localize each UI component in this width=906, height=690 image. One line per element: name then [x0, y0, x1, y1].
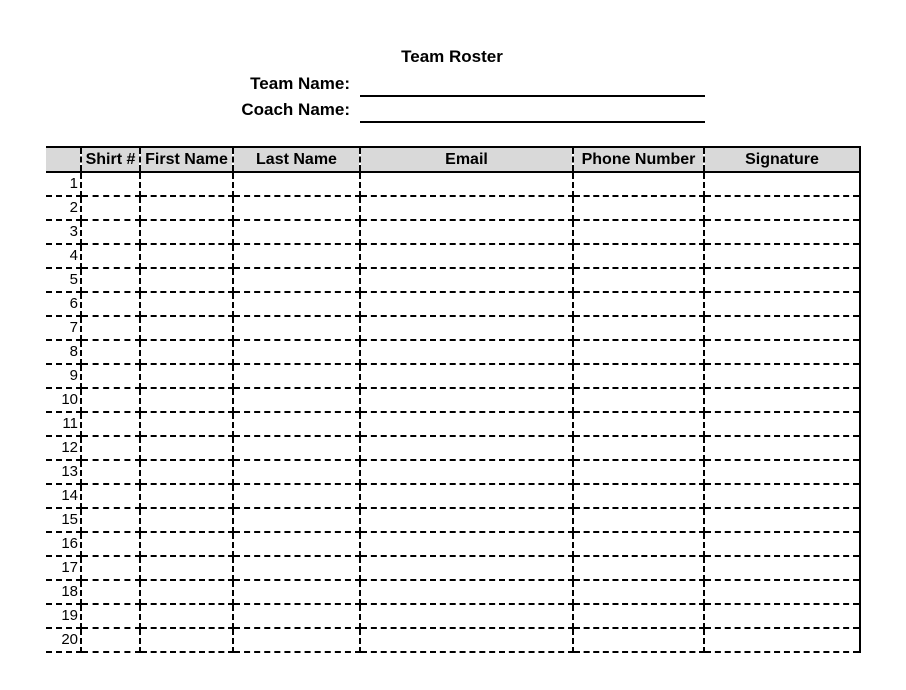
- shirt-number-cell[interactable]: [81, 628, 140, 652]
- email-cell[interactable]: [360, 436, 573, 460]
- shirt-number-cell[interactable]: [81, 340, 140, 364]
- phone-number-cell[interactable]: [573, 412, 704, 436]
- first-name-cell[interactable]: [140, 508, 233, 532]
- shirt-number-cell[interactable]: [81, 268, 140, 292]
- row-number: 15: [46, 508, 81, 532]
- email-cell[interactable]: [360, 604, 573, 628]
- phone-number-cell[interactable]: [573, 532, 704, 556]
- shirt-number-cell[interactable]: [81, 364, 140, 388]
- email-cell[interactable]: [360, 268, 573, 292]
- table-row: [46, 268, 860, 292]
- signature-cell[interactable]: [704, 268, 860, 292]
- last-name-cell[interactable]: [233, 628, 360, 652]
- shirt-number-cell[interactable]: [81, 196, 140, 220]
- first-name-cell[interactable]: [140, 412, 233, 436]
- signature-cell[interactable]: [704, 388, 860, 412]
- row-number: 19: [46, 604, 81, 628]
- last-name-cell[interactable]: [233, 172, 360, 196]
- shirt-number-cell[interactable]: [81, 220, 140, 244]
- email-cell[interactable]: [360, 508, 573, 532]
- table-row: [46, 196, 860, 220]
- last-name-cell[interactable]: [233, 460, 360, 484]
- table-row: [46, 364, 860, 388]
- first-name-cell[interactable]: [140, 580, 233, 604]
- last-name-cell[interactable]: [233, 484, 360, 508]
- coach-name-field[interactable]: [360, 121, 705, 123]
- shirt-number-cell[interactable]: [81, 580, 140, 604]
- table-row: [46, 556, 860, 580]
- email-cell[interactable]: [360, 532, 573, 556]
- email-cell[interactable]: [360, 484, 573, 508]
- signature-cell[interactable]: [704, 484, 860, 508]
- phone-number-cell[interactable]: [573, 628, 704, 652]
- row-number: 3: [46, 220, 81, 244]
- phone-number-cell[interactable]: [573, 580, 704, 604]
- row-number: 11: [46, 412, 81, 436]
- shirt-number-cell[interactable]: [81, 388, 140, 412]
- header-email: Email: [360, 147, 573, 172]
- first-name-cell[interactable]: [140, 532, 233, 556]
- signature-cell[interactable]: [704, 436, 860, 460]
- email-cell[interactable]: [360, 220, 573, 244]
- row-number: 7: [46, 316, 81, 340]
- phone-number-cell[interactable]: [573, 268, 704, 292]
- last-name-cell[interactable]: [233, 196, 360, 220]
- phone-number-cell[interactable]: [573, 292, 704, 316]
- signature-cell[interactable]: [704, 580, 860, 604]
- row-number: 8: [46, 340, 81, 364]
- last-name-cell[interactable]: [233, 292, 360, 316]
- shirt-number-cell[interactable]: [81, 436, 140, 460]
- first-name-cell[interactable]: [140, 628, 233, 652]
- shirt-number-cell[interactable]: [81, 604, 140, 628]
- phone-number-cell[interactable]: [573, 316, 704, 340]
- table-row: [46, 484, 860, 508]
- shirt-number-cell[interactable]: [81, 532, 140, 556]
- email-cell[interactable]: [360, 292, 573, 316]
- signature-cell[interactable]: [704, 556, 860, 580]
- table-row: [46, 172, 860, 196]
- shirt-number-cell[interactable]: [81, 412, 140, 436]
- phone-number-cell[interactable]: [573, 196, 704, 220]
- table-row: [46, 412, 860, 436]
- team-name-field[interactable]: [360, 95, 705, 97]
- email-cell[interactable]: [360, 556, 573, 580]
- table-row: [46, 292, 860, 316]
- row-number: 1: [46, 172, 81, 196]
- row-number: 17: [46, 556, 81, 580]
- first-name-cell[interactable]: [140, 388, 233, 412]
- first-name-cell[interactable]: [140, 196, 233, 220]
- last-name-cell[interactable]: [233, 244, 360, 268]
- signature-cell[interactable]: [704, 244, 860, 268]
- header-last-name: Last Name: [233, 147, 360, 172]
- last-name-cell[interactable]: [233, 604, 360, 628]
- row-number: 20: [46, 628, 81, 652]
- signature-cell[interactable]: [704, 508, 860, 532]
- phone-number-cell[interactable]: [573, 364, 704, 388]
- phone-number-cell[interactable]: [573, 220, 704, 244]
- table-row: [46, 244, 860, 268]
- phone-number-cell[interactable]: [573, 460, 704, 484]
- first-name-cell[interactable]: [140, 436, 233, 460]
- row-number: 10: [46, 388, 81, 412]
- table-row: [46, 580, 860, 604]
- first-name-cell[interactable]: [140, 604, 233, 628]
- shirt-number-cell[interactable]: [81, 484, 140, 508]
- row-number: 16: [46, 532, 81, 556]
- signature-cell[interactable]: [704, 532, 860, 556]
- phone-number-cell[interactable]: [573, 508, 704, 532]
- phone-number-cell[interactable]: [573, 436, 704, 460]
- table-row: [46, 628, 860, 652]
- email-cell[interactable]: [360, 340, 573, 364]
- header-phone-number: Phone Number: [573, 147, 704, 172]
- email-cell[interactable]: [360, 196, 573, 220]
- email-cell[interactable]: [360, 244, 573, 268]
- last-name-cell[interactable]: [233, 580, 360, 604]
- email-cell[interactable]: [360, 580, 573, 604]
- table-row: [46, 340, 860, 364]
- signature-cell[interactable]: [704, 292, 860, 316]
- shirt-number-cell[interactable]: [81, 292, 140, 316]
- row-number: 4: [46, 244, 81, 268]
- email-cell[interactable]: [360, 412, 573, 436]
- phone-number-cell[interactable]: [573, 172, 704, 196]
- last-name-cell[interactable]: [233, 388, 360, 412]
- first-name-cell[interactable]: [140, 484, 233, 508]
- phone-number-cell[interactable]: [573, 244, 704, 268]
- signature-cell[interactable]: [704, 340, 860, 364]
- first-name-cell[interactable]: [140, 556, 233, 580]
- coach-name-label: Coach Name:: [241, 100, 350, 119]
- signature-cell[interactable]: [704, 604, 860, 628]
- phone-number-cell[interactable]: [573, 340, 704, 364]
- signature-cell[interactable]: [704, 316, 860, 340]
- shirt-number-cell[interactable]: [81, 172, 140, 196]
- shirt-number-cell[interactable]: [81, 508, 140, 532]
- shirt-number-cell[interactable]: [81, 556, 140, 580]
- row-number: 9: [46, 364, 81, 388]
- shirt-number-cell[interactable]: [81, 316, 140, 340]
- signature-cell[interactable]: [704, 220, 860, 244]
- first-name-cell[interactable]: [140, 460, 233, 484]
- page-title: Team Roster: [401, 47, 503, 66]
- first-name-cell[interactable]: [140, 220, 233, 244]
- first-name-cell[interactable]: [140, 244, 233, 268]
- last-name-cell[interactable]: [233, 508, 360, 532]
- row-number: 18: [46, 580, 81, 604]
- table-row: [46, 604, 860, 628]
- first-name-cell[interactable]: [140, 268, 233, 292]
- roster-table: [46, 146, 861, 653]
- header-shirt-number: Shirt #: [81, 147, 140, 172]
- first-name-cell[interactable]: [140, 340, 233, 364]
- row-number: 6: [46, 292, 81, 316]
- row-number: 2: [46, 196, 81, 220]
- last-name-cell[interactable]: [233, 532, 360, 556]
- last-name-cell[interactable]: [233, 340, 360, 364]
- email-cell[interactable]: [360, 388, 573, 412]
- last-name-cell[interactable]: [233, 412, 360, 436]
- email-cell[interactable]: [360, 364, 573, 388]
- phone-number-cell[interactable]: [573, 604, 704, 628]
- signature-cell[interactable]: [704, 412, 860, 436]
- first-name-cell[interactable]: [140, 292, 233, 316]
- last-name-cell[interactable]: [233, 436, 360, 460]
- email-cell[interactable]: [360, 316, 573, 340]
- phone-number-cell[interactable]: [573, 484, 704, 508]
- team-name-label: Team Name:: [250, 74, 350, 93]
- first-name-cell[interactable]: [140, 364, 233, 388]
- phone-number-cell[interactable]: [573, 388, 704, 412]
- table-row: [46, 388, 860, 412]
- table-row: [46, 532, 860, 556]
- email-cell[interactable]: [360, 172, 573, 196]
- header-first-name: First Name: [140, 147, 233, 172]
- header-signature: Signature: [704, 147, 860, 172]
- first-name-cell[interactable]: [140, 316, 233, 340]
- last-name-cell[interactable]: [233, 364, 360, 388]
- header-row-number: [46, 147, 81, 172]
- table-row: [46, 436, 860, 460]
- shirt-number-cell[interactable]: [81, 460, 140, 484]
- header-row: [46, 147, 860, 172]
- last-name-cell[interactable]: [233, 220, 360, 244]
- row-number: 12: [46, 436, 81, 460]
- table-row: [46, 220, 860, 244]
- email-cell[interactable]: [360, 628, 573, 652]
- signature-cell[interactable]: [704, 172, 860, 196]
- table-row: [46, 508, 860, 532]
- table-row: [46, 316, 860, 340]
- signature-cell[interactable]: [704, 628, 860, 652]
- last-name-cell[interactable]: [233, 316, 360, 340]
- table-row: [46, 460, 860, 484]
- signature-cell[interactable]: [704, 364, 860, 388]
- email-cell[interactable]: [360, 460, 573, 484]
- first-name-cell[interactable]: [140, 172, 233, 196]
- signature-cell[interactable]: [704, 460, 860, 484]
- roster-body: [46, 172, 860, 652]
- signature-cell[interactable]: [704, 196, 860, 220]
- phone-number-cell[interactable]: [573, 556, 704, 580]
- row-number: 14: [46, 484, 81, 508]
- shirt-number-cell[interactable]: [81, 244, 140, 268]
- last-name-cell[interactable]: [233, 268, 360, 292]
- last-name-cell[interactable]: [233, 556, 360, 580]
- row-number: 13: [46, 460, 81, 484]
- row-number: 5: [46, 268, 81, 292]
